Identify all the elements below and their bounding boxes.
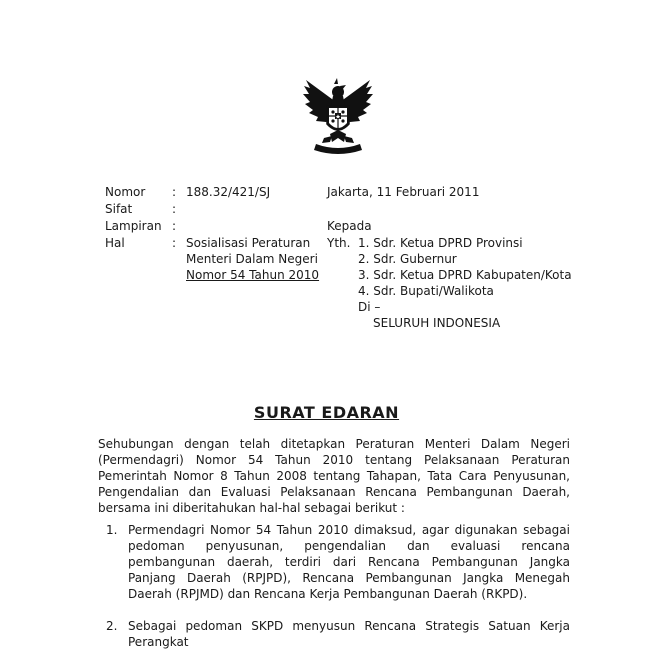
item-1-text: Permendagri Nomor 54 Tahun 2010 dimaksud, agar digunakan sebagai pedoman penyusunan, pengendalian dan evaluasi rencana pembangunan daerah, terdiri dari Rencana Pembangunan Jangka Panjang Daerah (RPJPD), Rencana Pembangunan Jangka Menegah Daerah (RPJMD) dan Rencana Kerja Pembangunan Daerah (RKPD).	[128, 523, 570, 601]
hal-line-2: Menteri Dalam Negeri	[186, 252, 318, 266]
hal-line-3: Nomor 54 Tahun 2010	[186, 268, 320, 282]
sifat-label: Sifat	[105, 202, 133, 216]
nomor-colon: :	[172, 185, 177, 199]
recipient-4: 4. Sdr. Bupati/Walikota	[358, 284, 494, 298]
item-2-number: 2.	[106, 619, 118, 633]
hal-line-1: Sosialisasi Peraturan	[186, 236, 311, 250]
item-2-text: Sebagai pedoman SKPD menyusun Rencana Strategis Satuan Kerja Perangkat	[128, 619, 570, 649]
recipient-1: 1. Sdr. Ketua DPRD Provinsi	[358, 236, 523, 250]
item-1-number: 1.	[106, 523, 118, 537]
di-label: Di –	[358, 300, 381, 314]
hal-colon: :	[172, 236, 177, 250]
intro-paragraph: Sehubungan dengan telah ditetapkan Peraturan Menteri Dalam Negeri (Permendagri) Nomor 54 Tahun 2010 tentang Pelaksanaan Peraturan Pemerintah Nomor 8 Tahun 2008 tentang Tahapan, Tata Cara Penyusunan, Pengendalian dan Evaluasi Pelaksanaan Rencana Pembangunan Daerah, bersama ini diberitahukan hal-hal sebagai berikut :	[98, 437, 570, 515]
recipient-3: 3. Sdr. Ketua DPRD Kabupaten/Kota	[358, 268, 572, 282]
garuda-emblem-icon	[300, 72, 376, 162]
kepada-label: Kepada	[327, 219, 372, 233]
hal-label: Hal	[105, 236, 125, 250]
yth-label: Yth.	[327, 236, 351, 250]
nomor-value: 188.32/421/SJ	[186, 185, 271, 199]
lampiran-colon: :	[172, 219, 177, 233]
recipient-2: 2. Sdr. Gubernur	[358, 252, 457, 266]
sifat-colon: :	[172, 202, 177, 216]
nomor-label: Nomor	[105, 185, 146, 199]
document-title: SURAT EDARAN	[253, 403, 400, 422]
place-date: Jakarta, 11 Februari 2011	[327, 185, 480, 199]
destination: SELURUH INDONESIA	[373, 316, 501, 330]
lampiran-label: Lampiran	[105, 219, 162, 233]
